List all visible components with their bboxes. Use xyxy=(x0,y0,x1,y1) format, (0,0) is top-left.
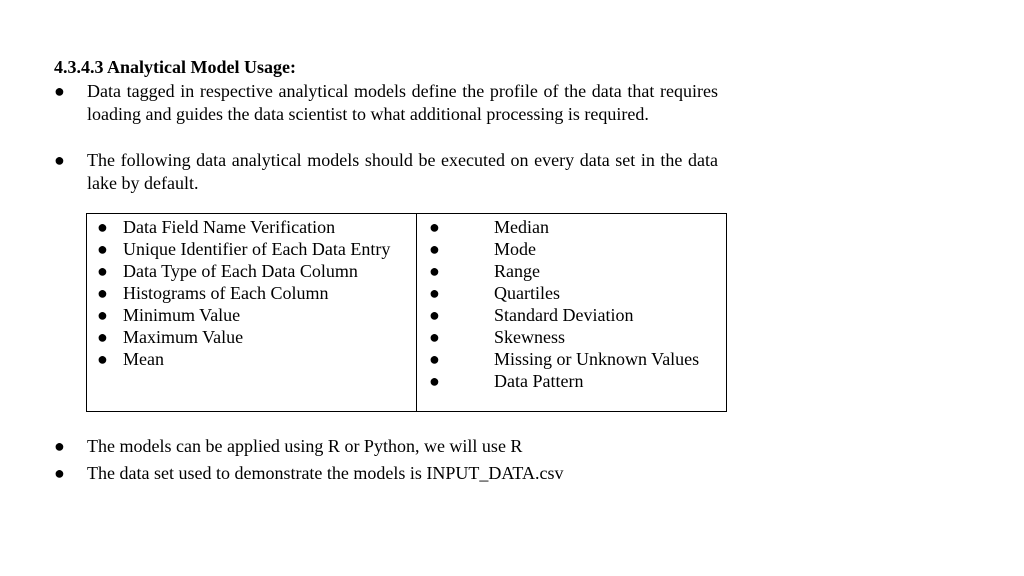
model-list-item xyxy=(87,238,416,260)
bullet-dot-icon: ● xyxy=(97,261,108,281)
bullet-dot-icon: ● xyxy=(429,217,440,237)
closing-bullet xyxy=(54,462,718,485)
model-list-item xyxy=(87,304,416,326)
closing-bullet xyxy=(54,435,718,458)
model-list-item xyxy=(87,348,416,370)
intro-bullet-text: Data tagged in respective analytical models define the profile of the data that requires loading and guides the data scientist to what additional processing is required. xyxy=(87,81,718,124)
bullet-dot-icon: ● xyxy=(97,327,108,347)
model-name: Range xyxy=(494,261,540,281)
model-list-item xyxy=(417,282,726,304)
bullet-dot-icon: ● xyxy=(54,81,65,101)
closing-bullet-text: The models can be applied using R or Python, we will use R xyxy=(87,436,523,456)
bullet-dot-icon: ● xyxy=(97,283,108,303)
model-list-item xyxy=(417,348,726,370)
model-list-item xyxy=(417,326,726,348)
model-name: Maximum Value xyxy=(123,327,244,347)
model-list-item xyxy=(417,238,726,260)
model-list-item xyxy=(417,260,726,282)
bullet-dot-icon: ● xyxy=(429,327,440,347)
bullet-dot-icon: ● xyxy=(97,217,108,237)
bullet-dot-icon: ● xyxy=(429,349,440,369)
bullet-dot-icon: ● xyxy=(54,436,65,456)
models-table-right-column xyxy=(417,214,726,411)
intro-bullet xyxy=(54,149,718,194)
section-heading: 4.3.4.3 Analytical Model Usage: xyxy=(54,57,296,77)
bullet-dot-icon: ● xyxy=(97,305,108,325)
model-name: Data Field Name Verification xyxy=(123,217,336,237)
model-name: Skewness xyxy=(494,327,565,347)
model-name: Quartiles xyxy=(494,283,560,303)
intro-bullet-text: The following data analytical models should be executed on every data set in the data lake by default. xyxy=(87,150,718,193)
model-name: Mode xyxy=(494,239,536,259)
model-list-item xyxy=(417,370,726,392)
model-list-item xyxy=(87,326,416,348)
bullet-dot-icon: ● xyxy=(54,463,65,483)
bullet-dot-icon: ● xyxy=(429,239,440,259)
models-table-left-column xyxy=(87,214,417,411)
bullet-dot-icon: ● xyxy=(54,150,65,170)
model-name: Data Type of Each Data Column xyxy=(123,261,358,281)
bullet-dot-icon: ● xyxy=(429,283,440,303)
model-list-item xyxy=(417,304,726,326)
model-name: Median xyxy=(494,217,549,237)
bullet-dot-icon: ● xyxy=(429,261,440,281)
model-name: Unique Identifier of Each Data Entry xyxy=(123,239,391,259)
bullet-dot-icon: ● xyxy=(97,349,108,369)
bullet-dot-icon: ● xyxy=(97,239,108,259)
closing-bullet-text: The data set used to demonstrate the models is INPUT_DATA.csv xyxy=(87,463,564,483)
model-name: Mean xyxy=(123,349,164,369)
bullet-dot-icon: ● xyxy=(429,371,440,391)
analytical-models-table xyxy=(86,213,727,412)
model-list-item xyxy=(87,260,416,282)
model-name: Missing or Unknown Values xyxy=(494,349,700,369)
bullet-dot-icon: ● xyxy=(429,305,440,325)
model-list-item xyxy=(417,216,726,238)
model-name: Minimum Value xyxy=(123,305,241,325)
intro-bullet xyxy=(54,80,718,125)
model-list-item xyxy=(87,282,416,304)
model-name: Histograms of Each Column xyxy=(123,283,329,303)
model-name: Data Pattern xyxy=(494,371,584,391)
model-name: Standard Deviation xyxy=(494,305,634,325)
model-list-item xyxy=(87,216,416,238)
